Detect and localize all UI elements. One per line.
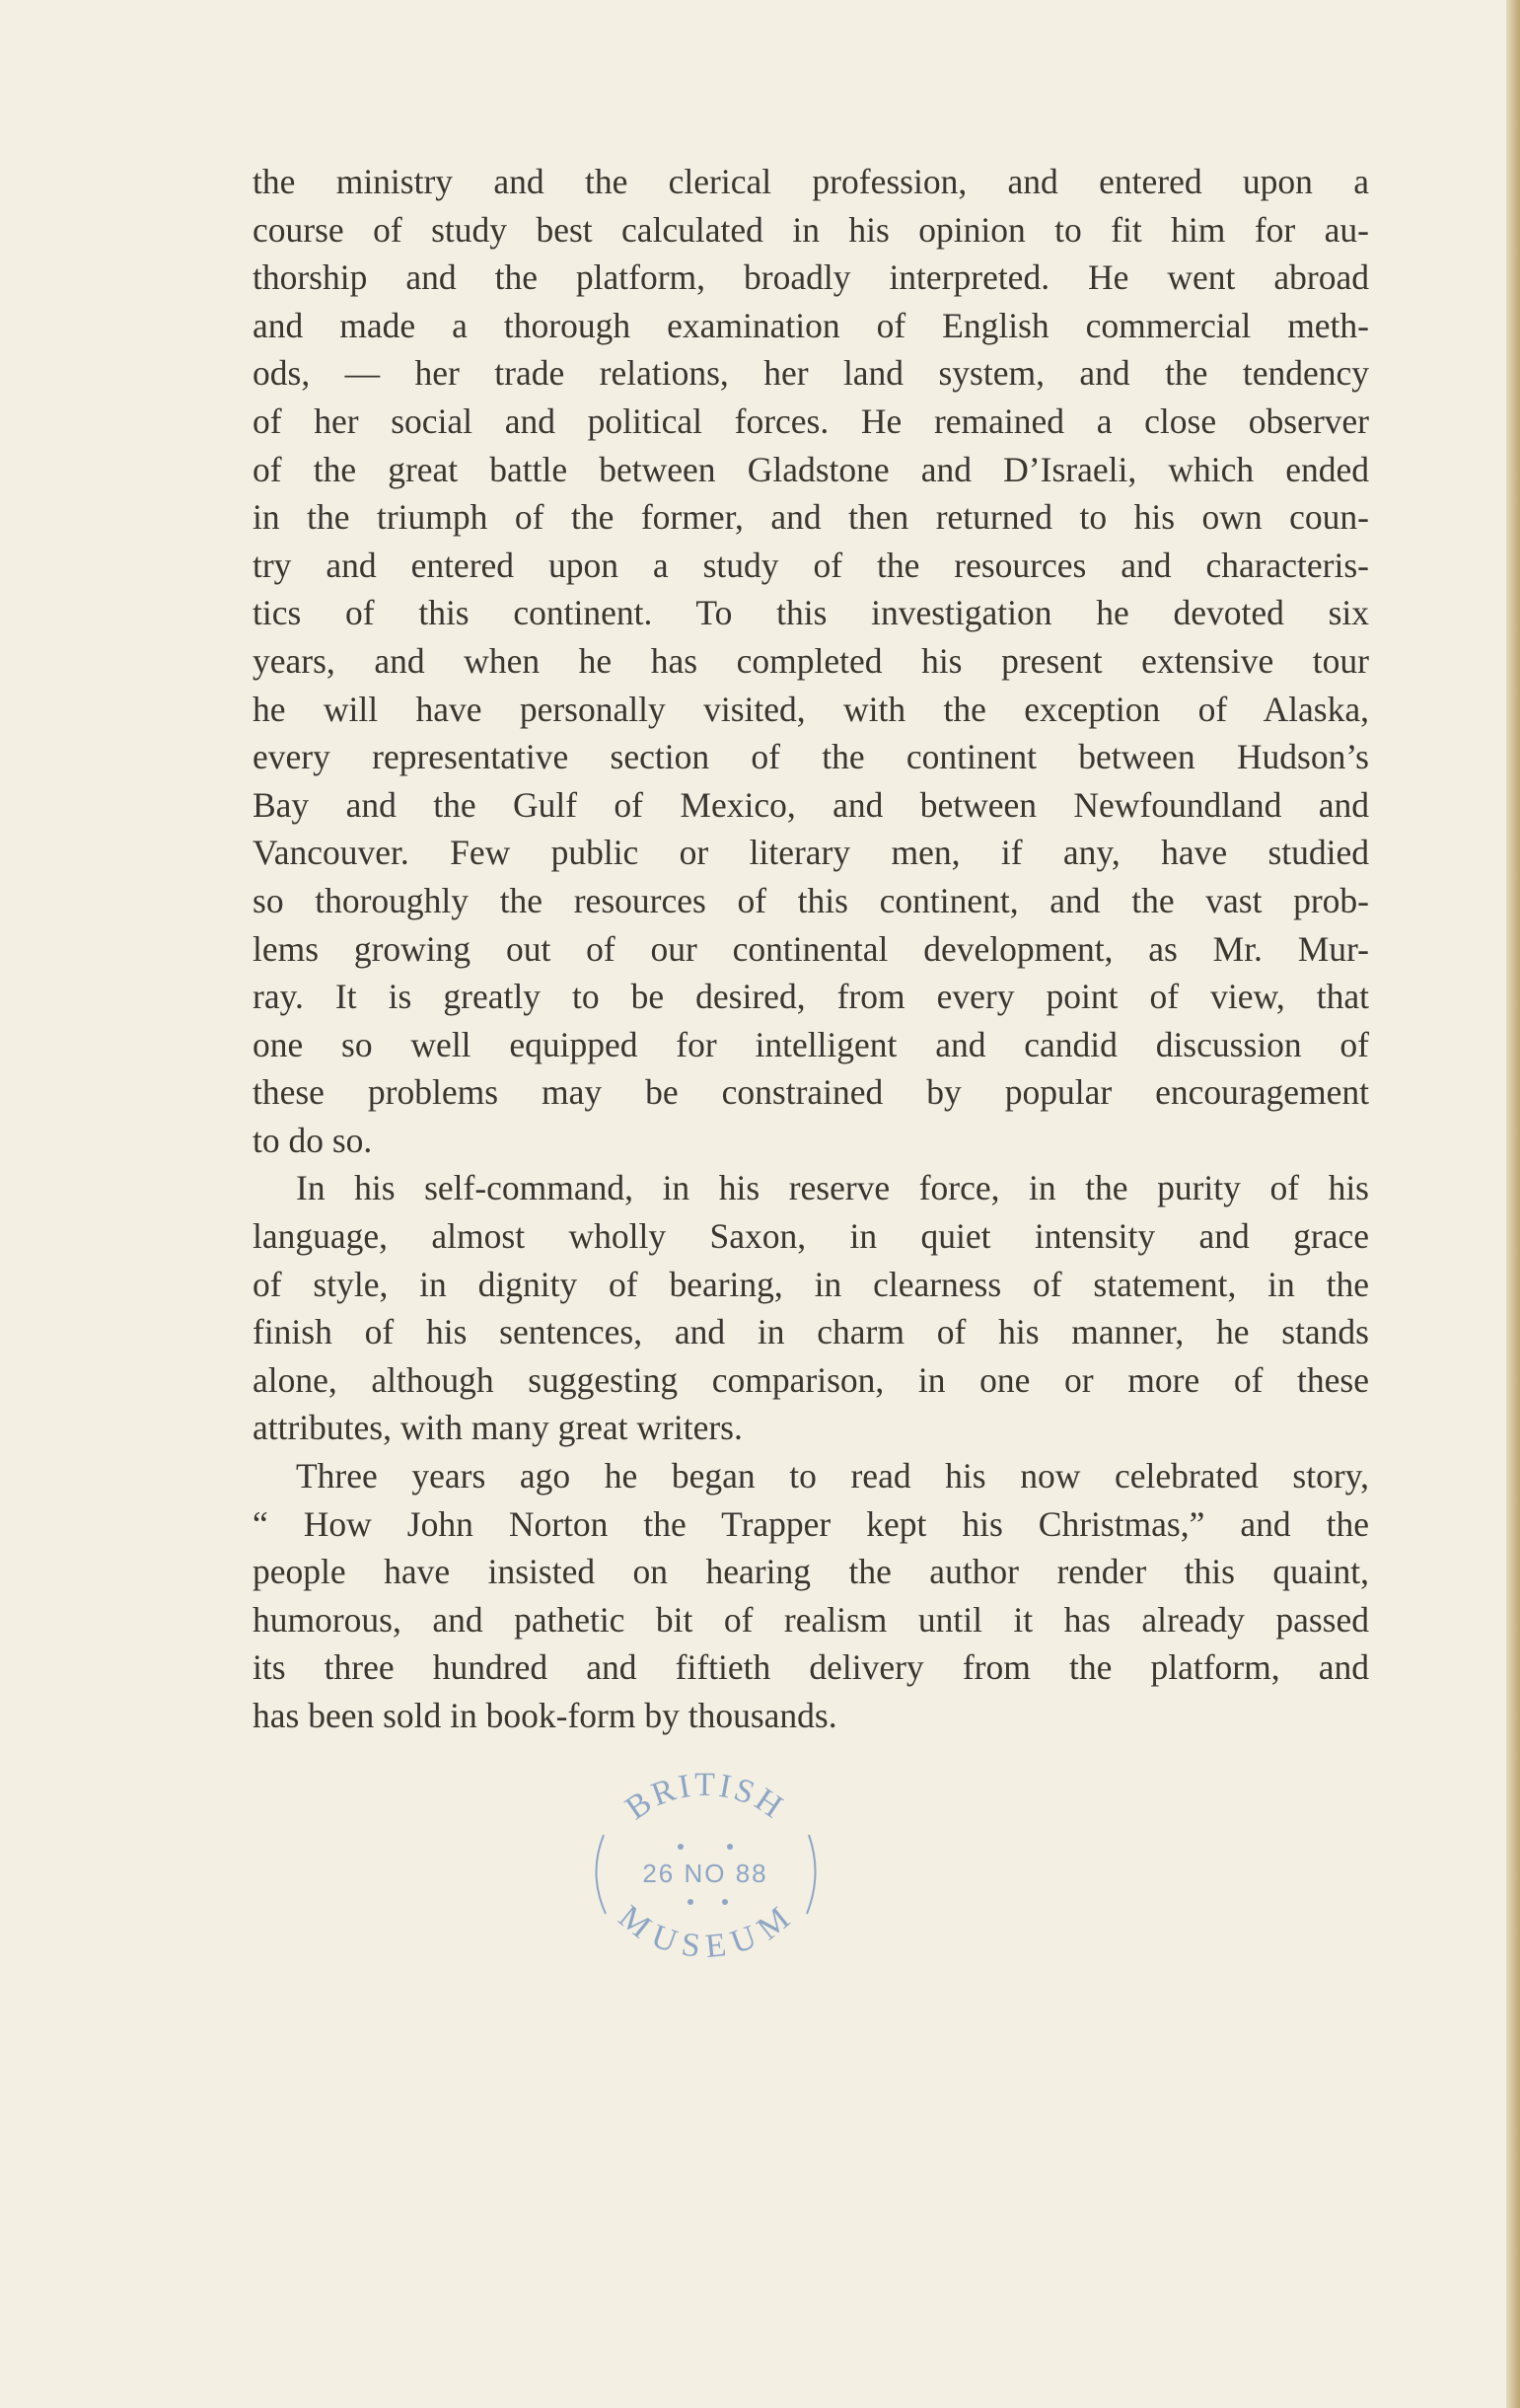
- body-text: [253, 158, 1369, 1740]
- text-line: of the great battle between Gladstone and D’Israeli, which ended: [253, 449, 1369, 489]
- text-line: so thoroughly the resources of this continent, and the vast prob-: [253, 880, 1369, 920]
- text-line: “ How John Norton the Trapper kept his Christmas,” and the: [253, 1503, 1369, 1544]
- text-line: people have insisted on hearing the author render this quaint,: [253, 1552, 1369, 1592]
- text-line: thorship and the platform, broadly interpreted. He went abroad: [253, 257, 1369, 298]
- stamp-date-text: 26 NO 88: [642, 1859, 768, 1888]
- text-line: Bay and the Gulf of Mexico, and between Newfoundland and: [253, 784, 1369, 825]
- library-stamp: [582, 1766, 829, 1963]
- stamp-bottom-text: MUSEUM: [612, 1898, 799, 1963]
- stamp-top-text: BRITISH: [618, 1766, 792, 1828]
- text-line: has been sold in book-form by thousands.: [253, 1696, 837, 1735]
- text-line: to do so.: [253, 1120, 373, 1160]
- text-line: ods, — her trade relations, her land system, and the tendency: [253, 353, 1369, 394]
- text-line: in the triumph of the former, and then returned to his own coun-: [253, 497, 1369, 538]
- text-line: of her social and political forces. He remained a close observer: [253, 401, 1369, 441]
- text-line: language, almost wholly Saxon, in quiet intensity and grace: [253, 1216, 1369, 1257]
- text-line: years, and when he has completed his present extensive tour: [253, 640, 1369, 681]
- text-line: tics of this continent. To this investigation he devoted six: [253, 593, 1369, 633]
- text-line: every representative section of the continent between Hudson’s: [253, 737, 1369, 777]
- text-line: the ministry and the clerical profession, and entered upon a: [253, 162, 1369, 201]
- text-line: Three years ago he began to read his now celebrated story,: [296, 1456, 1369, 1496]
- text-line: try and entered upon a study of the resources and characteris-: [253, 545, 1369, 585]
- text-line: Vancouver. Few public or literary men, if any, have studied: [253, 833, 1369, 873]
- text-line: attributes, with many great writers.: [253, 1408, 743, 1448]
- text-line: and made a thorough examination of English commercial meth-: [253, 305, 1369, 345]
- text-line: these problems may be constrained by popular encouragement: [253, 1072, 1369, 1113]
- text-line: of style, in dignity of bearing, in clearness of statement, in the: [253, 1264, 1369, 1304]
- page-edge: [1506, 0, 1520, 2408]
- text-line: one so well equipped for intelligent and candid discussion of: [253, 1024, 1369, 1064]
- text-line: ray. It is greatly to be desired, from every point of view, that: [253, 977, 1369, 1017]
- text-line: In his self-command, in his reserve force, in the purity of his: [296, 1168, 1369, 1208]
- text-line: he will have personally visited, with the exception of Alaska,: [253, 689, 1369, 729]
- text-line: lems growing out of our continental development, as Mr. Mur-: [253, 928, 1369, 969]
- text-line: finish of his sentences, and in charm of his manner, he stands: [253, 1312, 1369, 1352]
- text-line: alone, although suggesting comparison, in one or more of these: [253, 1359, 1369, 1400]
- text-line: humorous, and pathetic bit of realism until it has already passed: [253, 1599, 1369, 1640]
- text-line: course of study best calculated in his opinion to fit him for au-: [253, 209, 1369, 250]
- text-line: its three hundred and fiftieth delivery from the platform, and: [253, 1647, 1369, 1688]
